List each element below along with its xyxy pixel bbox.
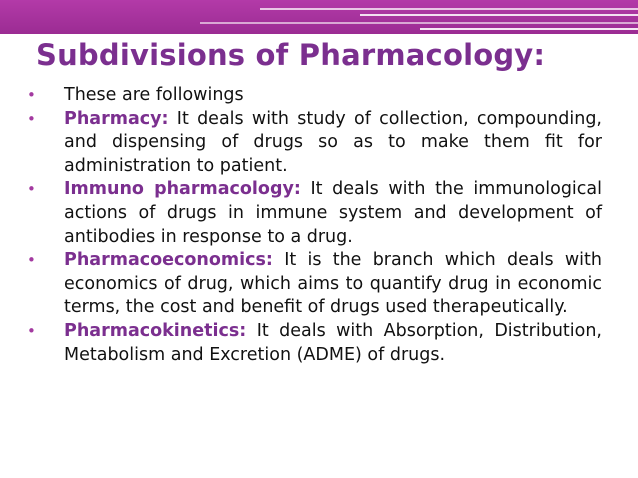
item-text: It deals with study of collection, compounding, and dispensing of drugs so as to make them fit for administration to patient.: [64, 108, 602, 176]
bullet-list: [26, 84, 602, 367]
item-term: Immuno pharmacology:: [64, 179, 301, 200]
list-item: [26, 84, 602, 108]
list-item: [26, 108, 602, 179]
item-text: It deals with the immunological actions of drugs in immune system and development of antibodies in response to a drug.: [64, 179, 602, 247]
banner-stripe: [360, 14, 638, 16]
banner-stripe: [420, 28, 638, 30]
item-term: Pharmacokinetics:: [64, 320, 247, 341]
item-text: It deals with Absorption, Distribution, Metabolism and Excretion (ADME) of drugs.: [64, 320, 602, 365]
bullet-icon: •: [27, 251, 36, 270]
item-text: These are followings: [64, 85, 244, 105]
slide-title: Subdivisions of Pharmacology:: [36, 38, 546, 72]
bullet-icon: •: [27, 86, 36, 104]
list-item: [26, 320, 602, 367]
banner-stripe: [260, 8, 638, 10]
list-item: [26, 178, 602, 249]
bullet-icon: •: [27, 180, 36, 199]
item-term: Pharmacoeconomics:: [64, 250, 273, 271]
banner-stripe: [200, 22, 638, 24]
header-banner: [0, 0, 638, 34]
bullet-icon: •: [27, 109, 36, 128]
item-term: Pharmacy:: [64, 108, 169, 129]
list-item: [26, 249, 602, 320]
bullet-icon: •: [27, 321, 36, 340]
item-text: It is the branch which deals with economics of drug, which aims to quantify drug in economic terms, the cost and benefit of drugs used therapeutically.: [64, 250, 602, 318]
